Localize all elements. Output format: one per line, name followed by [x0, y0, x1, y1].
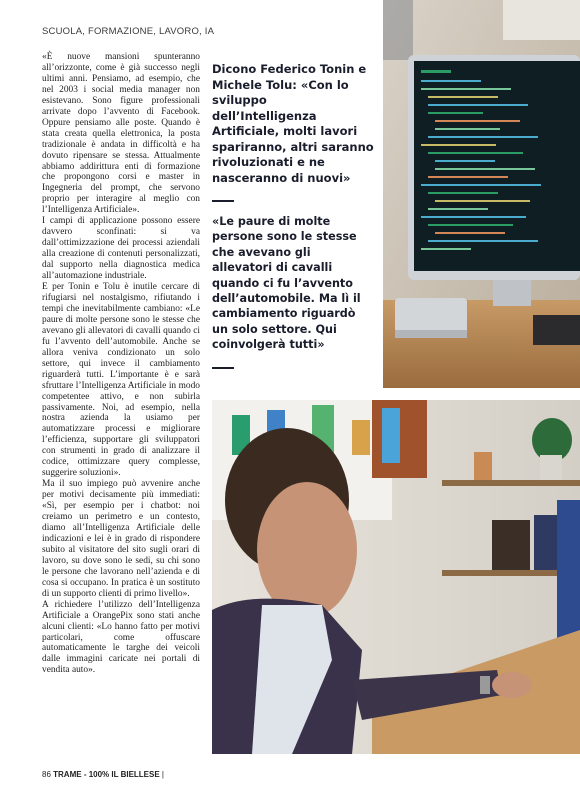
office-people-photo — [212, 400, 580, 754]
article-paragraph: Ma il suo impiego può avvenire anche per motivi decisamente più immediati: «Sì, per esempio per i chatbot: noi creiamo un perimetro e un contesto, diamo all’Intelligenza Artificiale delle indicazioni e lei è in grado di rispondere subito al visitatore del sito sugli orari di lavoro, su dove sono le sedi, su chi sono le persone che lavorano nell’azienda e di cosa si occupano. In pratica è un sostituto di un supporto clienti di primo livello». — [42, 479, 200, 599]
article-paragraph: I campi di applicazione possono essere davvero sconfinati: si va dall’ottimizzazione dei processi aziendali alla creazione di contenuti personalizzati, dal supporto nella diagnostica medica all’automazione industriale. — [42, 216, 200, 282]
page-number: 86 — [42, 770, 51, 779]
pullquote-block — [212, 62, 374, 381]
footer-separator: - — [81, 770, 89, 779]
magazine-name: TRAME — [53, 770, 82, 779]
article-paragraph: «È nuove mansioni spunteranno all’orizzonte, come è già successo negli ultimi anni. Pensiamo, ad esempio, che nel 2003 i social media manager non esistevano. Sono figure professionali arrivate dopo l’avvento di Facebook. Oppure pensiamo alle poste. Quando è stata creata quella elettronica, la posta tradizionale è andata in difficoltà e ha dovuto ripensare se stessa. Attualmente abbiamo addirittura enti di formazione che propongono corsi e master in Ingegneria del prompt, che servono proprio per interagire al meglio con l’Intelligenza Artificiale». — [42, 52, 200, 216]
quote-divider — [212, 200, 234, 202]
page-footer — [42, 770, 164, 779]
magazine-tagline: 100% IL BIELLESE — [88, 770, 160, 779]
article-paragraph: E per Tonin e Tolu è inutile cercare di rifugiarsi nel nostalgismo, rifiutando i tempi che inevitabilmente cambiano: «Le paure di molte persone sono le stesse che avevano gli allevatori di cavalli quando ci fu l’avvento dell’automobile. Anche se allora veniva condizionato un solo settore, qui invece il cambiamento riguarderà tutti. L’importante è e sarà sfruttare l’Intelligenza Artificiale in modo competentee attivo, e non subirla passivamente. Noi, ad esempio, nella nostra azienda la usiamo per automatizzare processi e migliorare l’efficienza, supportare gli sviluppatori con strumenti in grado di analizzare il codice, ottimizzare query complesse, suggerire soluzioni». — [42, 282, 200, 479]
footer-bar: | — [159, 770, 165, 779]
pullquote-1: Dicono Federico Tonin e Michele Tolu: «Con lo sviluppo dell’Intelligenza Artificiale, molti lavori spariranno, altri saranno rivoluzionati e ne nasceranno di nuovi» — [212, 62, 374, 185]
article-paragraph: A richiedere l’utilizzo dell’Intelligenza Artificiale a OrangePix sono stati anche alcuni clienti: «Lo hanno fatto per motivi particolari, come offuscare automaticamente le targhe dei veicoli dalle immagini caricate nei portali di vendita auto». — [42, 599, 200, 676]
computer-monitor-photo — [383, 0, 580, 388]
quote-divider — [212, 367, 234, 369]
section-header: SCUOLA, FORMAZIONE, LAVORO, IA — [42, 26, 215, 37]
article-body — [42, 52, 200, 676]
pullquote-2: «Le paure di molte persone sono le stesse che avevano gli allevatori di cavalli quando ci fu l’avvento dell’automobile. Ma lì il cambiamento riguardò un solo settore. Qui coinvolgerà tutti» — [212, 215, 361, 352]
